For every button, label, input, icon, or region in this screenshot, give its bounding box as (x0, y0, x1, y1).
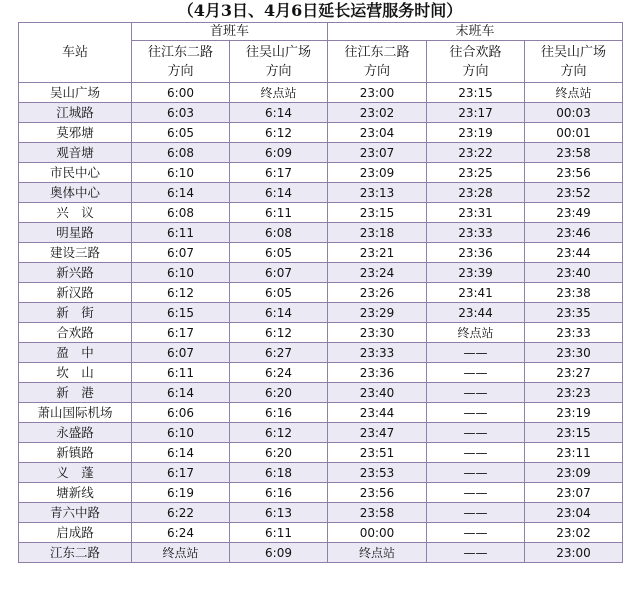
table-row (19, 503, 623, 523)
first-to-jiangdong-cell: 6:24 (132, 523, 230, 543)
last-to-jiangdong-cell: 23:04 (328, 123, 427, 143)
last-to-wushan-cell: 终点站 (525, 83, 623, 103)
first-to-wushan-cell: 6:17 (230, 163, 328, 183)
last-to-wushan-cell: 23:33 (525, 323, 623, 343)
table-row (19, 123, 623, 143)
last-to-jiangdong-cell: 23:00 (328, 83, 427, 103)
first-to-jiangdong-cell: 6:11 (132, 363, 230, 383)
first-to-jiangdong-cell: 6:07 (132, 243, 230, 263)
station-cell: 观音塘 (19, 143, 132, 163)
last-to-wushan-cell: 23:27 (525, 363, 623, 383)
last-to-wushan-cell: 00:03 (525, 103, 623, 123)
first-to-jiangdong-cell: 6:00 (132, 83, 230, 103)
station-cell: 莫邪塘 (19, 123, 132, 143)
table-row (19, 183, 623, 203)
last-to-jiangdong-cell: 23:36 (328, 363, 427, 383)
first-to-wushan-cell: 6:12 (230, 323, 328, 343)
last-to-hehuan-cell: —— (427, 483, 525, 503)
station-cell: 新 街 (19, 303, 132, 323)
last-to-jiangdong-cell: 23:58 (328, 503, 427, 523)
first-to-jiangdong-cell: 6:11 (132, 223, 230, 243)
first-to-jiangdong-cell: 6:10 (132, 423, 230, 443)
first-to-wushan-cell: 6:13 (230, 503, 328, 523)
station-cell: 新 港 (19, 383, 132, 403)
table-row (19, 443, 623, 463)
table-row (19, 283, 623, 303)
last-to-hehuan-header: 往合欢路 方向 (427, 41, 525, 83)
station-cell: 合欢路 (19, 323, 132, 343)
last-to-wushan-header: 往吴山广场 方向 (525, 41, 623, 83)
table-row (19, 263, 623, 283)
first-to-jiangdong-cell: 6:17 (132, 323, 230, 343)
first-to-wushan-cell: 6:11 (230, 203, 328, 223)
station-cell: 新兴路 (19, 263, 132, 283)
last-to-hehuan-cell: —— (427, 543, 525, 563)
table-row (19, 103, 623, 123)
station-cell: 永盛路 (19, 423, 132, 443)
station-cell: 新镇路 (19, 443, 132, 463)
station-header: 车站 (19, 23, 132, 83)
last-to-jiangdong-cell: 23:26 (328, 283, 427, 303)
first-train-header: 首班车 (132, 23, 328, 41)
first-to-wushan-cell: 6:18 (230, 463, 328, 483)
table-row (19, 403, 623, 423)
table-row (19, 203, 623, 223)
table-row (19, 303, 623, 323)
last-to-jiangdong-cell: 23:30 (328, 323, 427, 343)
station-cell: 新汉路 (19, 283, 132, 303)
table-row (19, 243, 623, 263)
station-cell: 塘新线 (19, 483, 132, 503)
last-to-hehuan-cell: 23:44 (427, 303, 525, 323)
last-to-wushan-cell: 00:01 (525, 123, 623, 143)
last-to-wushan-cell: 23:38 (525, 283, 623, 303)
last-to-wushan-cell: 23:44 (525, 243, 623, 263)
last-to-hehuan-cell: —— (427, 503, 525, 523)
table-row (19, 483, 623, 503)
table-row (19, 463, 623, 483)
last-to-hehuan-cell: —— (427, 523, 525, 543)
table-row (19, 343, 623, 363)
first-to-wushan-cell: 6:09 (230, 143, 328, 163)
first-to-wushan-cell: 6:08 (230, 223, 328, 243)
last-to-wushan-cell: 23:00 (525, 543, 623, 563)
last-to-hehuan-cell: 23:22 (427, 143, 525, 163)
first-to-jiangdong-cell: 6:08 (132, 143, 230, 163)
last-to-jiangdong-cell: 23:40 (328, 383, 427, 403)
station-cell: 奥体中心 (19, 183, 132, 203)
last-to-wushan-cell: 23:49 (525, 203, 623, 223)
last-to-jiangdong-cell: 23:15 (328, 203, 427, 223)
first-to-wushan-cell: 6:11 (230, 523, 328, 543)
first-to-wushan-cell: 6:05 (230, 243, 328, 263)
station-cell: 建设三路 (19, 243, 132, 263)
first-to-jiangdong-cell: 6:22 (132, 503, 230, 523)
last-to-hehuan-cell: —— (427, 363, 525, 383)
first-to-wushan-cell: 6:16 (230, 483, 328, 503)
last-to-jiangdong-cell: 23:56 (328, 483, 427, 503)
first-to-jiangdong-cell: 6:10 (132, 163, 230, 183)
last-to-wushan-cell: 23:02 (525, 523, 623, 543)
last-to-jiangdong-cell: 23:33 (328, 343, 427, 363)
station-cell: 明星路 (19, 223, 132, 243)
last-to-hehuan-cell: —— (427, 443, 525, 463)
last-to-hehuan-cell: 23:19 (427, 123, 525, 143)
first-to-jiangdong-cell: 6:15 (132, 303, 230, 323)
last-to-wushan-cell: 23:30 (525, 343, 623, 363)
first-to-jiangdong-cell: 6:07 (132, 343, 230, 363)
last-to-jiangdong-cell: 23:07 (328, 143, 427, 163)
last-to-hehuan-cell: 23:28 (427, 183, 525, 203)
last-to-hehuan-cell: 23:41 (427, 283, 525, 303)
last-to-hehuan-cell: 23:17 (427, 103, 525, 123)
station-cell: 坎 山 (19, 363, 132, 383)
last-to-jiangdong-cell: 23:51 (328, 443, 427, 463)
first-to-jiangdong-cell: 6:06 (132, 403, 230, 423)
station-cell: 吴山广场 (19, 83, 132, 103)
table-row (19, 163, 623, 183)
last-to-wushan-cell: 23:56 (525, 163, 623, 183)
last-to-jiangdong-cell: 00:00 (328, 523, 427, 543)
first-to-jiangdong-cell: 6:19 (132, 483, 230, 503)
schedule-table (18, 22, 623, 563)
last-to-jiangdong-cell: 23:47 (328, 423, 427, 443)
first-to-wushan-cell: 6:12 (230, 423, 328, 443)
first-to-wushan-cell: 终点站 (230, 83, 328, 103)
station-cell: 市民中心 (19, 163, 132, 183)
last-to-jiangdong-cell: 23:09 (328, 163, 427, 183)
first-to-jiangdong-cell: 终点站 (132, 543, 230, 563)
station-cell: 盈 中 (19, 343, 132, 363)
last-to-hehuan-cell: 终点站 (427, 323, 525, 343)
station-cell: 江城路 (19, 103, 132, 123)
last-to-jiangdong-cell: 23:44 (328, 403, 427, 423)
first-to-jiangdong-cell: 6:14 (132, 183, 230, 203)
first-to-wushan-cell: 6:16 (230, 403, 328, 423)
table-row (19, 83, 623, 103)
station-cell: 兴 议 (19, 203, 132, 223)
last-to-wushan-cell: 23:09 (525, 463, 623, 483)
last-to-wushan-cell: 23:58 (525, 143, 623, 163)
first-to-wushan-cell: 6:20 (230, 443, 328, 463)
last-to-hehuan-cell: —— (427, 423, 525, 443)
table-row (19, 223, 623, 243)
last-to-hehuan-cell: 23:31 (427, 203, 525, 223)
last-to-wushan-cell: 23:19 (525, 403, 623, 423)
first-to-jiangdong-cell: 6:17 (132, 463, 230, 483)
table-row (19, 143, 623, 163)
header-group-row (19, 23, 623, 41)
table-row (19, 363, 623, 383)
station-cell: 江东二路 (19, 543, 132, 563)
last-to-wushan-cell: 23:23 (525, 383, 623, 403)
first-to-jiangdong-cell: 6:05 (132, 123, 230, 143)
last-to-wushan-cell: 23:15 (525, 423, 623, 443)
last-to-jiangdong-cell: 23:18 (328, 223, 427, 243)
first-to-wushan-cell: 6:12 (230, 123, 328, 143)
last-to-wushan-cell: 23:40 (525, 263, 623, 283)
first-to-jiangdong-cell: 6:10 (132, 263, 230, 283)
table-row (19, 323, 623, 343)
last-to-hehuan-cell: —— (427, 383, 525, 403)
last-to-wushan-cell: 23:46 (525, 223, 623, 243)
last-to-jiangdong-cell: 23:53 (328, 463, 427, 483)
table-row (19, 423, 623, 443)
first-to-wushan-cell: 6:05 (230, 283, 328, 303)
last-to-jiangdong-cell: 23:29 (328, 303, 427, 323)
last-train-header: 末班车 (328, 23, 623, 41)
first-to-jiangdong-cell: 6:03 (132, 103, 230, 123)
first-to-wushan-cell: 6:14 (230, 183, 328, 203)
last-to-jiangdong-cell: 23:24 (328, 263, 427, 283)
last-to-hehuan-cell: 23:25 (427, 163, 525, 183)
first-to-jiangdong-cell: 6:14 (132, 383, 230, 403)
last-to-wushan-cell: 23:04 (525, 503, 623, 523)
station-cell: 萧山国际机场 (19, 403, 132, 423)
last-to-jiangdong-header: 往江东二路 方向 (328, 41, 427, 83)
schedule-body (19, 83, 623, 563)
first-to-wushan-cell: 6:20 (230, 383, 328, 403)
first-to-wushan-cell: 6:07 (230, 263, 328, 283)
last-to-jiangdong-cell: 23:13 (328, 183, 427, 203)
first-to-wushan-cell: 6:14 (230, 103, 328, 123)
page-title: （4月3日、4月6日延长运营服务时间） (177, 1, 463, 20)
first-to-jiangdong-cell: 6:08 (132, 203, 230, 223)
station-cell: 义 蓬 (19, 463, 132, 483)
last-to-jiangdong-cell: 23:02 (328, 103, 427, 123)
last-to-hehuan-cell: —— (427, 463, 525, 483)
station-cell: 启成路 (19, 523, 132, 543)
first-to-wushan-cell: 6:14 (230, 303, 328, 323)
first-to-wushan-header: 往吴山广场 方向 (230, 41, 328, 83)
last-to-wushan-cell: 23:52 (525, 183, 623, 203)
last-to-hehuan-cell: 23:39 (427, 263, 525, 283)
station-cell: 青六中路 (19, 503, 132, 523)
last-to-hehuan-cell: —— (427, 343, 525, 363)
first-to-jiangdong-cell: 6:14 (132, 443, 230, 463)
last-to-hehuan-cell: 23:15 (427, 83, 525, 103)
table-row (19, 383, 623, 403)
last-to-jiangdong-cell: 终点站 (328, 543, 427, 563)
last-to-wushan-cell: 23:11 (525, 443, 623, 463)
last-to-hehuan-cell: 23:36 (427, 243, 525, 263)
first-to-wushan-cell: 6:24 (230, 363, 328, 383)
last-to-jiangdong-cell: 23:21 (328, 243, 427, 263)
last-to-hehuan-cell: —— (427, 403, 525, 423)
table-row (19, 543, 623, 563)
first-to-wushan-cell: 6:27 (230, 343, 328, 363)
last-to-hehuan-cell: 23:33 (427, 223, 525, 243)
last-to-wushan-cell: 23:07 (525, 483, 623, 503)
table-row (19, 523, 623, 543)
first-to-wushan-cell: 6:09 (230, 543, 328, 563)
first-to-jiangdong-cell: 6:12 (132, 283, 230, 303)
last-to-wushan-cell: 23:35 (525, 303, 623, 323)
first-to-jiangdong-header: 往江东二路 方向 (132, 41, 230, 83)
